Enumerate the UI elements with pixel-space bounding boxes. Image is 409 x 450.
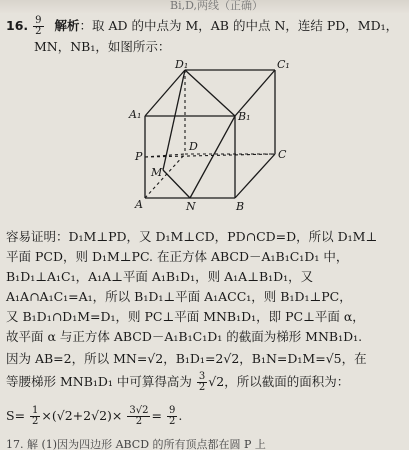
problem-16-line-2: MN，NB₁，如图所示： xyxy=(34,39,171,54)
edge-d1b1 xyxy=(185,70,235,116)
label-a1: A₁ xyxy=(129,108,142,121)
label-m: M xyxy=(151,166,163,179)
label-c: C xyxy=(278,148,287,161)
label-b: B xyxy=(236,200,245,213)
analysis-label: 解析 xyxy=(54,18,80,33)
cut-off-next-line: 17. 解 (1)因为四边形 ABCD 的所有顶点都在圆 P 上 xyxy=(6,438,266,450)
label-d1: D₁ xyxy=(175,58,189,71)
label-b1: B₁ xyxy=(238,110,251,123)
answer-fraction: $\frac{9}{2}$ xyxy=(35,15,42,37)
analysis-text-1: ：取 AD 的中点为 M，AB 的中点 N，连结 PD，MD₁， xyxy=(79,18,399,33)
height-fraction: $\frac{3}{2}$ xyxy=(198,371,206,393)
solution-line-7: 因为 AB=2，所以 MN=√2，B₁D₁=2√2，B₁N=D₁M=√5，在 xyxy=(6,351,367,366)
edge-a1d1 xyxy=(145,70,185,116)
edge-bc xyxy=(235,154,275,198)
solution-line-6: 故平面 α 与正方体 ABCD－A₁B₁C₁D₁ 的截面为梯形 MNB₁D₁. xyxy=(6,329,363,344)
area-formula-line: S= $\frac{1}{2}$ ×(√2+2√2)× $\frac{3√2}{2}$ = $\frac{9}{2}$ . xyxy=(6,405,183,427)
height-value-fraction: $\frac{3√2}{2}$ xyxy=(129,405,149,427)
cut-off-previous-line: Bi,D,两线（正确） xyxy=(0,0,409,14)
problem-16-line-1 xyxy=(6,16,398,37)
half-fraction: $\frac{1}{2}$ xyxy=(32,405,39,427)
label-p: P xyxy=(135,150,143,163)
edge-nb1 xyxy=(190,116,235,198)
cube-diagram xyxy=(125,58,305,218)
solution-line-1: 容易证明：D₁M⊥PD，又 D₁M⊥CD，PD∩CD=D，所以 D₁M⊥ xyxy=(6,229,378,244)
edge-d1m xyxy=(163,70,185,170)
label-c1: C₁ xyxy=(277,58,290,71)
label-a: A xyxy=(135,198,143,211)
label-d: D xyxy=(189,140,198,153)
height-line: 等腰梯形 MNB₁D₁ 中可算得高为 $\frac{3}{2}$ √2，所以截面的面积为： xyxy=(6,371,350,393)
problem-number: 16. xyxy=(6,18,29,33)
solution-line-4: A₁A∩A₁C₁=A₁，所以 B₁D₁⊥平面 A₁ACC₁，则 B₁D₁⊥PC， xyxy=(6,289,352,304)
label-n: N xyxy=(186,200,196,213)
result-fraction: $\frac{9}{2}$ xyxy=(168,405,176,427)
solution-line-3: B₁D₁⊥A₁C₁，A₁A⊥平面 A₁B₁D₁，则 A₁A⊥B₁D₁，又 xyxy=(6,269,314,284)
solution-line-5: 又 B₁D₁∩D₁M=D₁，则 PC⊥平面 MNB₁D₁，即 PC⊥平面 α， xyxy=(6,309,365,324)
solution-line-2: 平面 PCD，则 D₁M⊥PC. 在正方体 ABCD－A₁B₁C₁D₁ 中， xyxy=(6,249,349,264)
